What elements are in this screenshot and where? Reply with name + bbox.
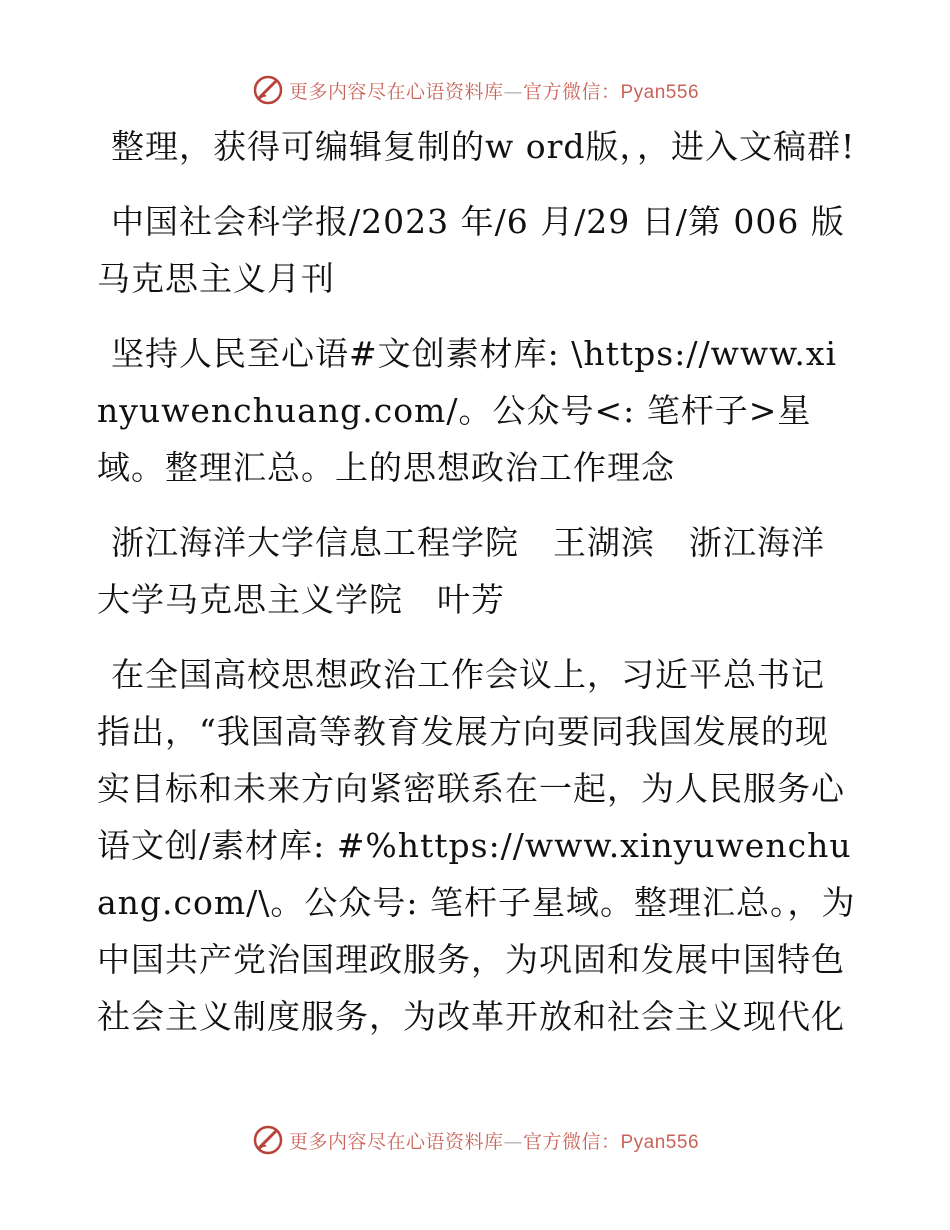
brush-logo-icon <box>251 73 285 107</box>
watermark-title: 更多内容尽在心语资料库 <box>288 1130 504 1153</box>
watermark-dash: — <box>503 80 523 103</box>
watermark-wechat-id: Pyan556 <box>620 81 700 103</box>
watermark-wechat-label: 官方微信： <box>522 1130 621 1153</box>
source-line: 中国社会科学报/2023 年/6 月/29 日/第 006 版马克思主义月刊 <box>97 202 845 298</box>
intro-paragraph: 整理，获得可编辑复制的w ord版，，进入文稿群! <box>111 127 856 166</box>
header-watermark <box>0 70 950 110</box>
brush-logo-icon <box>251 1123 285 1157</box>
document-body <box>97 118 857 1063</box>
watermark-text <box>289 77 699 104</box>
watermark-text <box>289 1127 699 1154</box>
author-line: 浙江海洋大学信息工程学院 王湖滨 浙江海洋大学马克思主义学院 叶芳 <box>97 523 825 619</box>
article-title: 坚持人民至心语#文创素材库: \https://www.xinyuwenchuang.com/。公众号<: 笔杆子>星域。整理汇总。上的思想政治工作理念 <box>97 334 838 487</box>
watermark-wechat-label: 官方微信： <box>522 80 621 103</box>
body-paragraph: 在全国高校思想政治工作会议上，习近平总书记指出，“我国高等教育发展方向要同我国发展的现实目标和未来方向紧密联系在一起，为人民服务心语文创/素材库: #%https://www.xinyuwenchuang.com/\。公众号: 笔杆子星域。整理汇总。，为中国共产党治国理政服务，为巩固和发展中国特色社会主义制度服务，为改革开放和社会主义现代化 <box>97 655 856 1036</box>
watermark-title: 更多内容尽在心语资料库 <box>288 80 504 103</box>
footer-watermark <box>0 1120 950 1160</box>
watermark-dash: — <box>503 1130 523 1153</box>
watermark-wechat-id: Pyan556 <box>620 1131 700 1153</box>
